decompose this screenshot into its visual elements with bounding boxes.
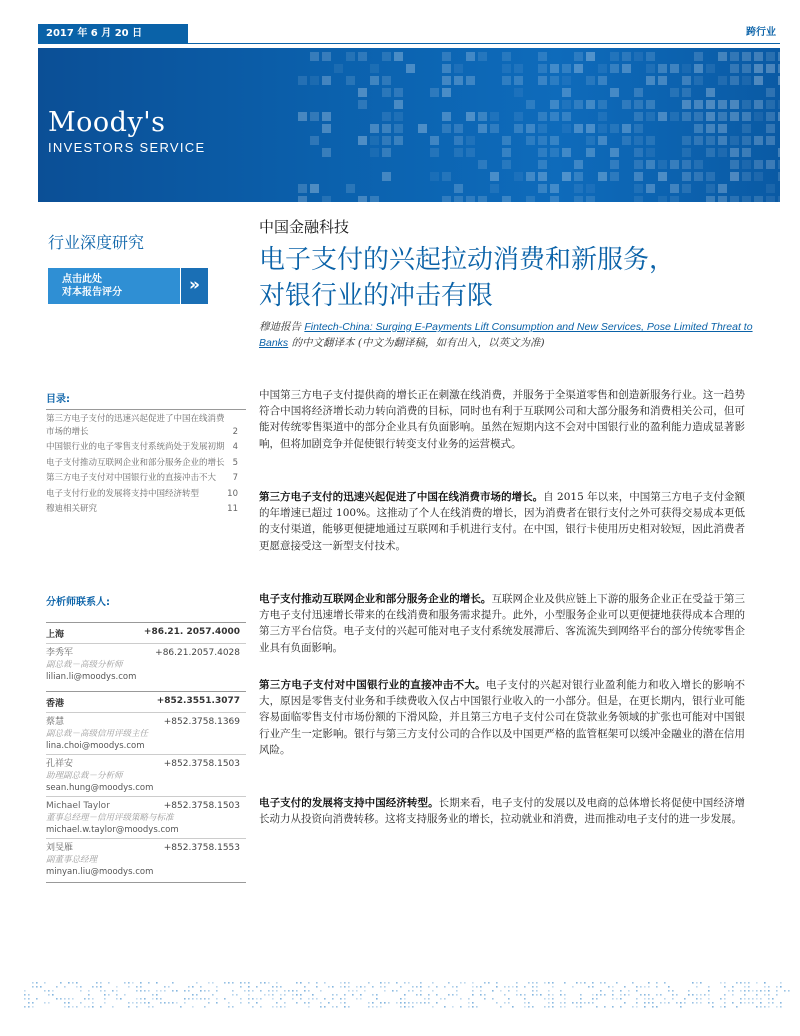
toc-item-page: 10: [227, 488, 238, 499]
analyst-phone: +852.3758.1553: [163, 843, 240, 853]
paragraph-text: 互联网企业及供应链上下游的服务企业正在受益于第三方电子支付迅速增长带来的在线消费和服务需求提升。此外，小型服务企业可以更便捷地获得成本合理的第三方平台信贷。电子支付的兴起可能对电子支付系统发展滞后、客流流失到网络平台的部分传统零售企业具有负面影响。: [259, 593, 746, 654]
office-phone: +86.21. 2057.4000: [143, 627, 240, 637]
logo-subtitle: INVESTORS SERVICE: [48, 140, 206, 155]
toc-heading: 目录:: [46, 390, 246, 410]
paragraph-text: 自 2015 年以来，中国第三方电子支付金额的年增速已超过 100%。这推动了个人在线消费的增长，因为消费者在银行支付之外可获得交易成本更低的支付渠道，能够更便捷地通过互联网和手机进行支付。在中国，银行卡使用历史相对较短，因此消费者更愿意接受这一新型支付技术。: [259, 491, 745, 552]
analyst-phone: +852.3758.1503: [163, 759, 240, 769]
analyst-contact: [46, 838, 246, 880]
analyst-title: 董事总经理－信用评级策略与标准: [46, 813, 174, 823]
body-paragraph: [259, 795, 745, 827]
analyst-title: 副总裁－高级分析师: [46, 660, 123, 670]
rate-button-line1: 点击此处: [62, 274, 102, 285]
analyst-email[interactable]: michael.w.taylor@moodys.com: [46, 825, 179, 835]
header-banner: [38, 48, 780, 202]
paragraph-lead: 第三方电子支付的迅速兴起促进了中国在线消费市场的增长。: [259, 491, 544, 503]
paragraph-text: 电子支付的兴起对银行业盈利能力和收入增长的影响不大，原因是零售支付业务和手续费收入仅占中国银行业收入的一小部分。但是，在更长期内，银行业可能容易面临零售支付市场份额的下滑风险，并且第三方电子支付公司在贷款业务领域的扩张也可能对中国银行业产生一定影响。银行与第三方支付公司的合作以及中国更严格的监管框架可以缓冲金融业的潜在信用风险。: [259, 679, 746, 756]
toc-item-text: 第三方电子支付对中国银行业的直接冲击不大: [46, 473, 217, 483]
analyst-email[interactable]: lilian.li@moodys.com: [46, 672, 137, 682]
paragraph-text: 长期来看，电子支付的发展以及电商的总体增长将促使中国经济增长动力从投资向消费转移。这将支持服务业的增长，拉动就业和消费，进而推动电子支付的进一步发展。: [259, 797, 746, 826]
analyst-name: 刘旻雁: [46, 843, 74, 853]
rate-button-line2: 对本报告评分: [62, 287, 122, 298]
analyst-phone: +852.3758.1369: [163, 717, 240, 727]
analyst-phone: +86.21.2057.4028: [155, 648, 240, 658]
intro-paragraph: [259, 387, 745, 452]
analyst-contact: [46, 643, 246, 685]
table-of-contents: [46, 390, 246, 516]
page-title: [259, 242, 779, 314]
report-category: 跨行业: [746, 27, 776, 38]
report-date: 2017 年 6 月 20 日: [38, 24, 188, 44]
analyst-title: 副总裁－高级信用评级主任: [46, 729, 149, 739]
source-report-link[interactable]: Fintech-China: Surging E-Payments Lift Consumption and New Services, Pose Limited Threat to Banks: [259, 321, 753, 349]
top-bar-rule: [38, 43, 780, 44]
toc-item-page: 4: [232, 442, 238, 452]
office-phone: +852.3551.3077: [156, 696, 240, 706]
analyst-title: 助理副总裁－分析师: [46, 771, 123, 781]
paragraph-text: 中国第三方电子支付提供商的增长正在刺激在线消费，并服务于全渠道零售和创造新服务行业。这一趋势符合中国将经济增长动力转向消费的目标，同时也有利于互联网公司和大部分服务和消费相关公司，但可能对传统零售渠道中的部分企业具有负面影响。虽然在短期内这不会对中国银行业的盈利能力造成显著影响，但将加剧竞争并促使银行转变支付业务的运营模式。: [259, 389, 745, 450]
toc-item-text: 第三方电子支付的迅速兴起促进了中国在线消费市场的增长: [46, 414, 225, 437]
office-hongkong: [46, 691, 246, 712]
toc-item-text: 电子支付行业的发展将支持中国经济转型: [46, 488, 200, 499]
source-note: [259, 319, 759, 351]
office-city: 香港: [46, 699, 65, 709]
analyst-name: 李秀军: [46, 648, 74, 658]
body-paragraph: [259, 489, 745, 554]
moodys-logo: [48, 108, 205, 156]
logo-wordmark: Moody's: [48, 107, 166, 138]
report-type-label: 行业深度研究: [48, 233, 145, 252]
source-prefix: 穆迪报告: [259, 321, 301, 333]
analyst-contacts: [46, 593, 246, 883]
paragraph-lead: 第三方电子支付对中国银行业的直接冲击不大。: [259, 679, 486, 691]
toc-item-page: 7: [232, 473, 238, 483]
analyst-name: Michael Taylor: [46, 801, 110, 811]
toc-item[interactable]: [46, 488, 246, 501]
toc-item-page: 11: [227, 504, 238, 514]
analyst-phone: +852.3758.1503: [163, 801, 240, 811]
toc-item[interactable]: [46, 457, 246, 470]
body-paragraph: [259, 591, 745, 656]
analyst-name: 蔡慧: [46, 717, 65, 727]
body-paragraph: [259, 677, 745, 758]
double-chevron-right-icon: »: [180, 268, 208, 304]
analyst-email[interactable]: lina.choi@moodys.com: [46, 741, 145, 751]
office-shanghai: [46, 622, 246, 643]
rate-report-button[interactable]: [48, 268, 208, 304]
analyst-email[interactable]: sean.hung@moodys.com: [46, 783, 154, 793]
analyst-email[interactable]: minyan.liu@moodys.com: [46, 867, 154, 877]
toc-item[interactable]: [46, 472, 246, 485]
footer-dot-pattern: [22, 980, 792, 1010]
source-suffix: 的中文翻译本 (中文为翻译稿，如有出入，以英文为准): [291, 337, 545, 349]
analyst-title: 副董事总经理: [46, 855, 98, 865]
paragraph-lead: 电子支付的发展将支持中国经济转型。: [259, 797, 439, 809]
toc-item-text: 穆迪相关研究: [46, 504, 98, 514]
analyst-contact: [46, 712, 246, 754]
analyst-contact: [46, 796, 246, 838]
report-subject: 中国金融科技: [259, 218, 350, 236]
toc-item-page: 5: [232, 457, 238, 468]
contacts-heading: 分析师联系人:: [46, 597, 110, 608]
analyst-contact: [46, 754, 246, 796]
toc-item-page: 2: [232, 426, 238, 437]
title-line-2: 对银行业的冲击有限: [259, 281, 494, 311]
toc-item-text: 电子支付推动互联网企业和部分服务企业的增长: [46, 457, 225, 468]
toc-item[interactable]: [46, 441, 246, 454]
top-bar: [38, 24, 780, 44]
analyst-name: 孔祥安: [46, 759, 74, 769]
contacts-divider: [46, 882, 246, 883]
toc-item-text: 中国银行业的电子零售支付系统尚处于发展初期: [46, 442, 225, 452]
toc-item[interactable]: [46, 413, 246, 438]
toc-item[interactable]: [46, 503, 246, 516]
title-line-1: 电子支付的兴起拉动消费和新服务，: [259, 245, 676, 275]
office-city: 上海: [46, 630, 65, 640]
paragraph-lead: 电子支付推动互联网企业和部分服务企业的增长。: [259, 593, 492, 605]
